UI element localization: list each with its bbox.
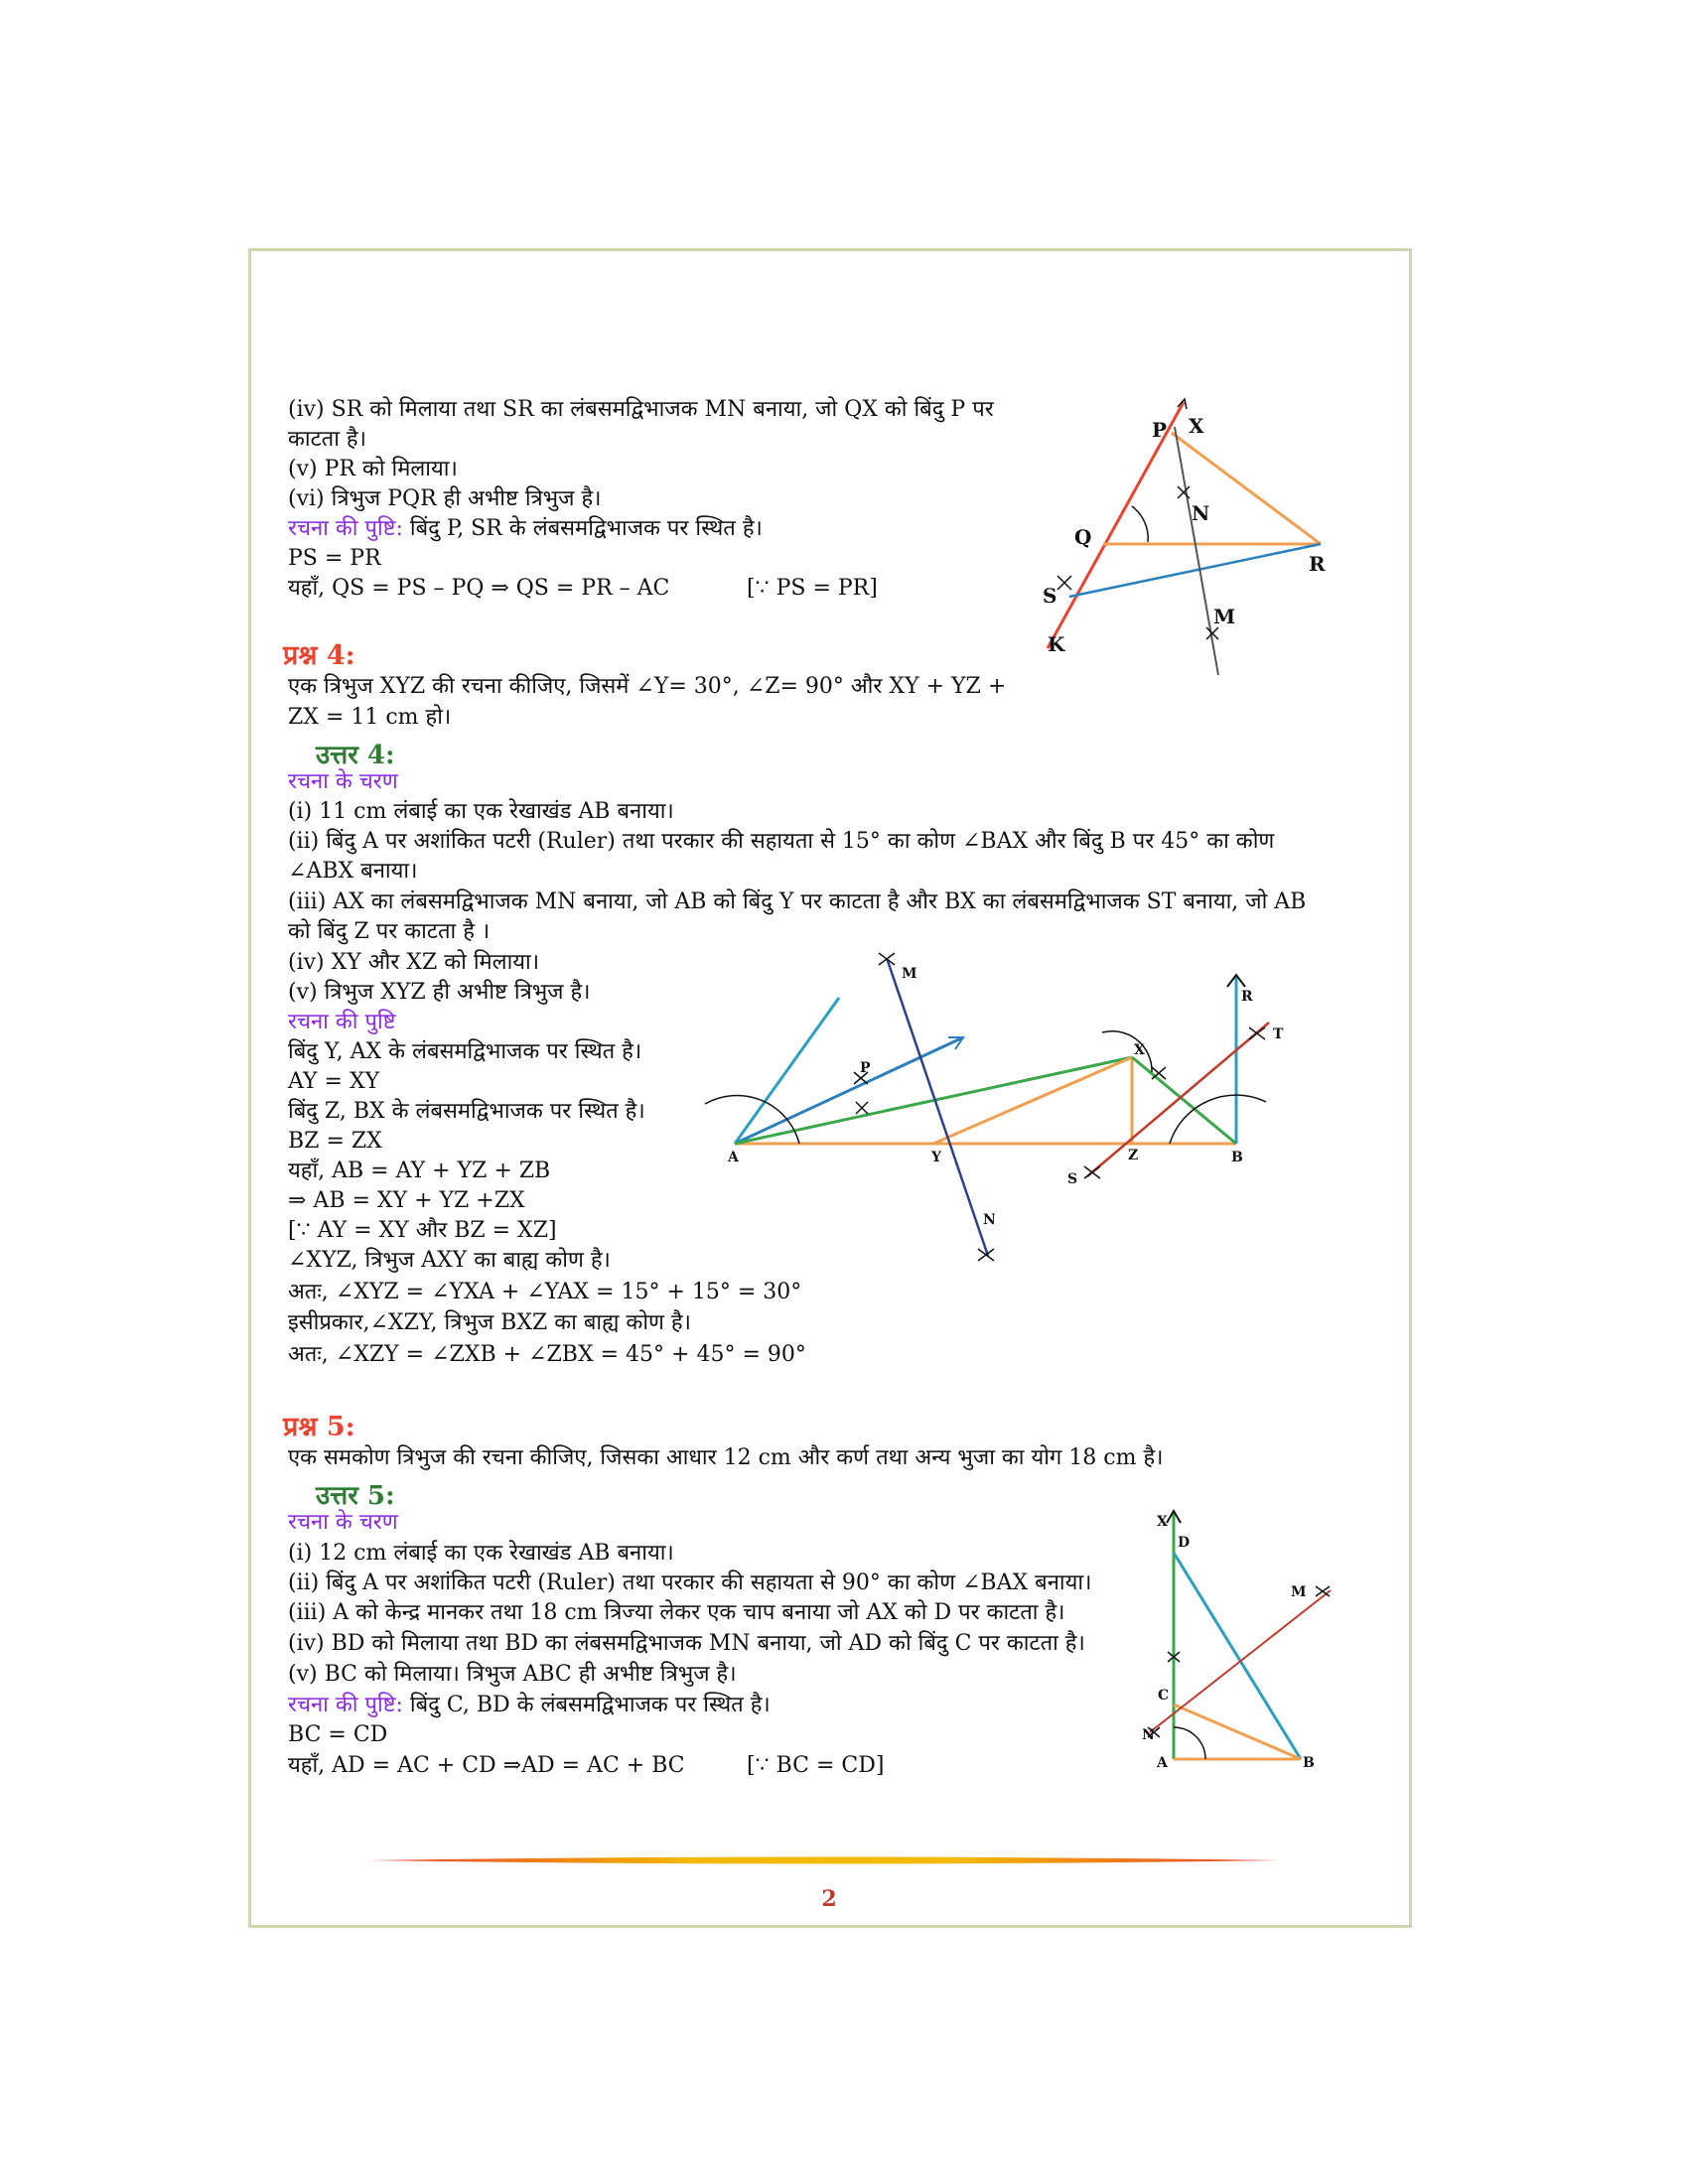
- reason: [∵ BC = CD]: [747, 1753, 885, 1778]
- equation: BC = CD: [288, 1722, 388, 1747]
- figure-triangle-abc: [1142, 1499, 1350, 1777]
- ray-ap: [735, 1037, 963, 1144]
- q4-step: (v) त्रिभुज XYZ ही अभीष्ट त्रिभुज है।: [288, 980, 591, 1005]
- verification-line: [288, 514, 763, 544]
- q4-verify: ∠XYZ, त्रिभुज AXY का बाह्य कोण है।: [288, 1248, 611, 1273]
- verify-heading: रचना की पुष्टि: [288, 1010, 396, 1034]
- label-m: M: [1291, 1584, 1307, 1600]
- label-d: D: [1178, 1535, 1191, 1551]
- label-c: C: [1158, 1688, 1170, 1704]
- arc-q: [1132, 506, 1148, 542]
- q4-verify: [∵ AY = XY और BZ = XZ]: [288, 1218, 557, 1243]
- q5-step: (ii) बिंदु A पर अशांकित पटरी (Ruler) तथा परकार की सहायता से 90° का कोण ∠BAX बनाया।: [288, 1570, 1092, 1595]
- segment-bd: [1174, 1553, 1301, 1759]
- label-n: N: [1142, 1727, 1155, 1743]
- figure-triangle-xyz: [695, 933, 1311, 1271]
- label-y: Y: [931, 1150, 941, 1165]
- q4-verify: बिंदु Z, BX के लंबसमद्विभाजक पर स्थित है।: [288, 1099, 645, 1124]
- q4-step: (ii) बिंदु A पर अशांकित पटरी (Ruler) तथा परकार की सहायता से 15° का कोण ∠BAX और बिंदु B पर 45° का कोण: [288, 829, 1275, 854]
- label-b: B: [1231, 1150, 1243, 1165]
- q5-step: (v) BC को मिलाया। त्रिभुज ABC ही अभीष्ट त्रिभुज है।: [288, 1662, 737, 1687]
- reason: [∵ PS = PR]: [747, 576, 878, 601]
- segment-sr: [1069, 544, 1321, 597]
- label-z: Z: [1128, 1148, 1139, 1163]
- step-vi: (vi) त्रिभुज PQR ही अभीष्ट त्रिभुज है।: [288, 486, 602, 511]
- arc-mark: [1152, 1067, 1166, 1079]
- arc-mark: [1316, 1586, 1330, 1596]
- q5-step: (iv) BD को मिलाया तथा BD का लंबसमद्विभाजक MN बनाया, जो AD को बिंदु C पर काटता है।: [288, 1631, 1085, 1656]
- question-4-heading: प्रश्न 4:: [283, 640, 355, 671]
- label-s: S: [1043, 584, 1057, 608]
- verification-line: [288, 1691, 771, 1720]
- q4-verify: अतः, ∠XYZ = ∠YXA + ∠YAX = 15° + 15° = 30°: [288, 1280, 802, 1304]
- side-xb: [1132, 1057, 1236, 1144]
- q4-verify: ⇒ AB = XY + YZ +ZX: [288, 1188, 525, 1213]
- label-x: X: [1189, 414, 1204, 438]
- arc-mark: [1249, 1027, 1265, 1039]
- side-bc: [1174, 1705, 1301, 1759]
- step-iv-cont: काटता है।: [288, 427, 366, 452]
- arc-mark: [856, 1102, 868, 1114]
- label-p: P: [1152, 418, 1168, 442]
- label-p: P: [860, 1060, 871, 1076]
- question-4-text-cont: ZX = 11 cm हो।: [288, 705, 452, 730]
- question-5-text: एक समकोण त्रिभुज की रचना कीजिए, जिसका आधार 12 cm और कर्ण तथा अन्य भुजा का योग 18 cm है।: [288, 1445, 1164, 1470]
- label-t: T: [1273, 1026, 1284, 1042]
- answer-5-heading: उत्तर 5:: [316, 1481, 395, 1511]
- arc-mark: [1178, 486, 1190, 498]
- equation: PS = PR: [288, 546, 381, 571]
- page-number: 2: [821, 1886, 837, 1912]
- verification-text: बिंदु C, BD के लंबसमद्विभाजक पर स्थित है।: [402, 1693, 771, 1717]
- q4-verify: बिंदु Y, AX के लंबसमद्विभाजक पर स्थित है।: [288, 1039, 642, 1064]
- step-iv: (iv) SR को मिलाया तथा SR का लंबसमद्विभाजक MN बनाया, जो QX को बिंदु P पर: [288, 397, 994, 422]
- label-n: N: [983, 1212, 996, 1228]
- q4-verify: यहाँ, AB = AY + YZ + ZB: [288, 1159, 551, 1183]
- label-r: R: [1241, 989, 1253, 1005]
- steps-heading: रचना के चरण: [288, 1510, 398, 1535]
- arc-mark: [1084, 1166, 1100, 1178]
- q4-step: (i) 11 cm लंबाई का एक रेखाखंड AB बनाया।: [288, 799, 674, 824]
- label-x: X: [1134, 1042, 1145, 1058]
- label-s: S: [1067, 1171, 1078, 1187]
- label-x: X: [1157, 1514, 1168, 1530]
- q4-step: को बिंदु Z पर काटता है ।: [288, 919, 491, 944]
- step-v: (v) PR को मिलाया।: [288, 457, 458, 481]
- bisector-mn: [1150, 1590, 1331, 1732]
- q5-step: (iii) A को केन्द्र मानकर तथा 18 cm त्रिज्या लेकर एक चाप बनाया जो AX को D पर काटता है।: [288, 1600, 1065, 1625]
- verification-label: रचना की पुष्टि:: [288, 516, 403, 541]
- verification-label: रचना की पुष्टि:: [288, 1693, 403, 1717]
- q4-verify: अतः, ∠XZY = ∠ZXB + ∠ZBX = 45° + 45° = 90°: [288, 1342, 806, 1367]
- label-r: R: [1309, 552, 1326, 576]
- equation: यहाँ, QS = PS – PQ ⇒ QS = PR – AC: [288, 576, 670, 601]
- arc-mark: [879, 953, 895, 965]
- arc-a: [1174, 1727, 1205, 1759]
- equation: यहाँ, AD = AC + CD ⇒AD = AC + BC: [288, 1753, 685, 1778]
- steps-heading: रचना के चरण: [288, 769, 398, 794]
- answer-4-heading: उत्तर 4:: [316, 741, 395, 770]
- side-xy: [933, 1057, 1132, 1144]
- q5-step: (i) 12 cm लंबाई का एक रेखाखंड AB बनाया।: [288, 1541, 674, 1566]
- ray-a: [735, 998, 839, 1144]
- arc-mark: [1057, 576, 1071, 590]
- q4-step: (iii) AX का लंबसमद्विभाजक MN बनाया, जो AB को बिंदु Y पर काटता है और BX का लंबसमद्विभाजक ST बनाया, जो AB: [288, 889, 1307, 914]
- label-k: K: [1048, 632, 1065, 656]
- q4-step: ∠ABX बनाया।: [288, 859, 418, 884]
- q4-verify: AY = XY: [288, 1069, 380, 1094]
- label-a: A: [1157, 1755, 1168, 1771]
- q4-verify: इसीप्रकार,∠XZY, त्रिभुज BXZ का बाह्य कोण है।: [288, 1310, 691, 1335]
- figure-triangle-pqr: [1033, 392, 1350, 690]
- q4-step: (iv) XY और XZ को मिलाया।: [288, 950, 540, 975]
- side-pr: [1172, 433, 1321, 544]
- label-m: M: [902, 966, 917, 982]
- question-5-heading: प्रश्न 5:: [283, 1412, 355, 1442]
- label-a: A: [728, 1150, 739, 1165]
- label-n: N: [1192, 501, 1210, 525]
- verification-text: बिंदु P, SR के लंबसमद्विभाजक पर स्थित है।: [402, 516, 763, 541]
- label-q: Q: [1074, 525, 1092, 549]
- footer-rule: [367, 1854, 1281, 1866]
- q4-verify: BZ = ZX: [288, 1129, 382, 1154]
- label-b: B: [1303, 1755, 1315, 1771]
- question-4-text: एक त्रिभुज XYZ की रचना कीजिए, जिसमें ∠Y= 30°, ∠Z= 90° और XY + YZ +: [288, 674, 1007, 699]
- label-m: M: [1213, 605, 1236, 628]
